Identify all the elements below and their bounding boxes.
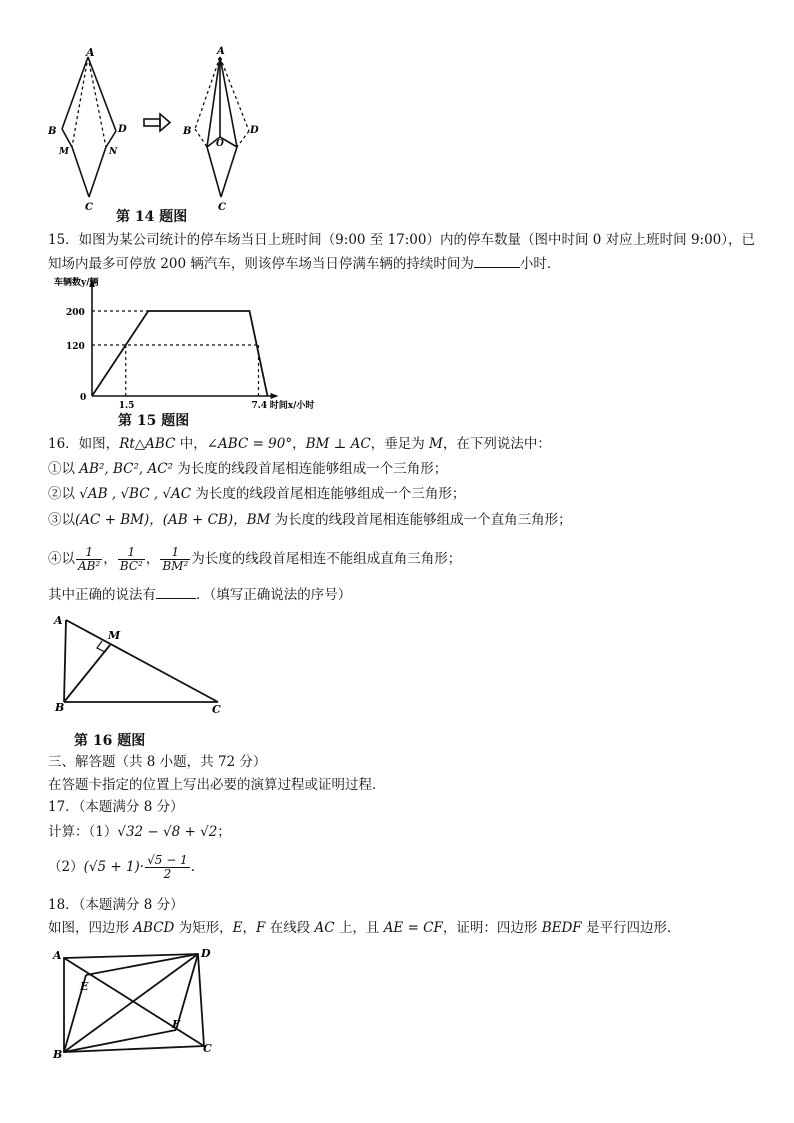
q17-frac-den: 2: [163, 867, 172, 881]
label-c: C: [85, 202, 93, 213]
label-b-18: B: [53, 1048, 63, 1061]
chart-15: [50, 275, 315, 415]
q16-answer-line: [48, 584, 351, 605]
q18-eq: AE = CF: [383, 920, 443, 936]
q17-part-2: [48, 849, 195, 885]
q17-part-1: [48, 822, 231, 842]
q16-o2-expr: √AB , √BC , √AC: [79, 486, 192, 502]
q16-o3-c: 为长度的线段首尾相连能够组成一个直角三角形；: [270, 512, 572, 528]
q17-p2-a: （2）: [48, 859, 84, 875]
q18-stem-g: 在线段: [265, 920, 315, 936]
q16-option-2: [48, 484, 465, 504]
q16-o4-c: 为长度的线段首尾相连不能组成直角三角形；: [191, 551, 462, 567]
label-b-right: B: [183, 126, 192, 137]
q18-head: 18．（本题满分 8 分）: [48, 897, 184, 913]
q16-stem-a: 16．如图，: [48, 436, 120, 452]
label-n: N: [109, 147, 118, 157]
series-line: [92, 311, 268, 396]
q16-frac-3: [160, 546, 190, 573]
q16-o3-a: ③以: [48, 512, 75, 528]
q17-p1-c: ；: [217, 824, 231, 840]
q18-ac: AC: [314, 920, 335, 936]
q15-answer-blank: [474, 253, 520, 268]
q18-bedf: BEDF: [541, 920, 582, 936]
arrow-icon: [144, 114, 170, 131]
q16-stem-c: 中，: [175, 436, 207, 452]
q18-stem-a: 如图，四边形: [48, 920, 134, 936]
q18-e: E: [232, 920, 243, 936]
label-a-18: A: [53, 949, 62, 962]
q17-head: 17．（本题满分 8 分）: [48, 799, 184, 815]
q17-frac: [145, 854, 190, 881]
x-axis-label: 时间x/小时: [269, 401, 315, 411]
section-3-title: 三、解答题（共 8 小题，共 72 分）: [48, 754, 267, 770]
q16-o1-c: 为长度的线段首尾相连能够组成一个三角形；: [172, 461, 448, 477]
q16-o1-expr: AB², BC², AC²: [79, 461, 173, 477]
figure-18: [48, 944, 228, 1064]
q18-stem-i: 上，且: [334, 920, 384, 936]
figure-14: [40, 45, 280, 217]
q15-text-a: 知场内最多可停放 200 辆汽车，则该停车场当日停满车辆的持续时间为: [48, 256, 474, 272]
y-axis-label: 车辆数y/辆: [54, 278, 99, 288]
q16-foot: M: [429, 436, 443, 452]
section-3-instructions: 在答题卡指定的位置上写出必要的演算过程或证明过程．: [48, 777, 386, 793]
q18-quad: ABCD: [133, 920, 175, 936]
q16-stem-e: ，: [292, 436, 306, 452]
frac-3-den: BM²: [162, 559, 189, 573]
origin-label: 0: [80, 393, 87, 403]
q16-answer-blank: [156, 584, 196, 599]
frac-1-den: AB²: [78, 559, 101, 573]
x-tick-label: 7.4: [251, 401, 268, 411]
q15-text-b: 小时．: [519, 256, 561, 272]
label-e-18: E: [80, 980, 89, 993]
q16-answer-a: 其中正确的说法有: [48, 587, 156, 603]
label-b-16: B: [55, 701, 65, 714]
label-a-16: A: [54, 614, 63, 627]
label-c-16: C: [212, 703, 221, 716]
q16-o1-a: ①以: [48, 461, 80, 477]
q15-line2: [48, 253, 560, 274]
label-d: D: [118, 124, 127, 135]
q16-option-4: ④以 $\frac{1}{\text{AB²}}$ ， $\frac{1}{\text{BC²}}$ ， $\frac{1}{\text{BM²}}$ 为长度的线段首尾相连不能组成直角三角形；: [48, 545, 462, 573]
y-tick-label: 200: [66, 308, 85, 318]
y-tick-label: 120: [66, 342, 85, 352]
frac-2-num: 1: [118, 546, 145, 560]
label-c-right: C: [218, 202, 226, 213]
label-o: O: [216, 139, 224, 149]
q16-perp: BM ⊥ AC: [305, 436, 371, 452]
q16-o4-a: ④以: [48, 551, 75, 567]
q17-p1-a: 计算：（1）: [48, 824, 118, 840]
q18-stem-c: 为矩形，: [174, 920, 233, 936]
q18-stem-m: 是平行四边形．: [581, 920, 681, 936]
q16-stem-g: ，垂足为: [370, 436, 430, 452]
label-c-18: C: [203, 1042, 212, 1055]
q16-angle: ∠ABC = 90°: [206, 436, 293, 452]
q18-stem-k: ，证明：四边形: [442, 920, 542, 936]
q16-option-1: [48, 459, 447, 479]
label-m-16: M: [108, 629, 121, 642]
q16-triangle: Rt△ABC: [119, 436, 176, 452]
q16-o2-a: ②以: [48, 486, 80, 502]
q16-answer-b: ．（填写正确说法的序号）: [196, 587, 352, 603]
q17-p1-expr: √32 − √8 + √2: [117, 824, 218, 840]
label-a-right: A: [217, 46, 225, 57]
frac-2-den: BC²: [119, 559, 143, 573]
figure-16: [50, 610, 240, 720]
chart-15-caption: 第 15 题图: [118, 413, 190, 429]
q16-frac-1: [76, 546, 102, 573]
label-a: A: [86, 46, 95, 59]
q15-line1: 15．如图为某公司统计的停车场当日上班时间（9:00 至 17:00）内的停车数量（图中时间 0 对应上班时间 9:00），已: [48, 232, 756, 248]
label-m: M: [59, 147, 69, 157]
figure-14-caption: 第 14 题图: [116, 209, 188, 225]
label-b: B: [48, 126, 57, 137]
q17-p2-c: .: [190, 859, 195, 875]
q18-stem-e: ，: [242, 920, 257, 936]
figure-16-caption: 第 16 题图: [74, 733, 146, 749]
q16-o3-expr: (AC + BM)，(AB + CB)，BM: [75, 512, 271, 528]
label-d-18: D: [201, 947, 211, 960]
frac-3-num: 1: [160, 546, 190, 560]
q17-frac-num: √5 − 1: [147, 853, 188, 867]
q16-stem: [48, 434, 551, 454]
frac-1-num: 1: [76, 546, 102, 560]
q17-p2-expr: (√5 + 1)·: [83, 859, 145, 875]
q18-f: F: [256, 920, 266, 936]
label-d-right: D: [250, 125, 259, 136]
q16-o2-c: 为长度的线段首尾相连能够组成一个三角形；: [191, 486, 466, 502]
q18-stem: [48, 918, 680, 938]
x-axis-arrow: [271, 393, 279, 399]
label-f-18: F: [172, 1018, 180, 1031]
q16-stem-i: ，在下列说法中：: [442, 436, 551, 452]
q16-frac-2: [118, 546, 145, 573]
x-tick-label: 1.5: [118, 401, 135, 411]
q16-option-3: [48, 510, 572, 530]
